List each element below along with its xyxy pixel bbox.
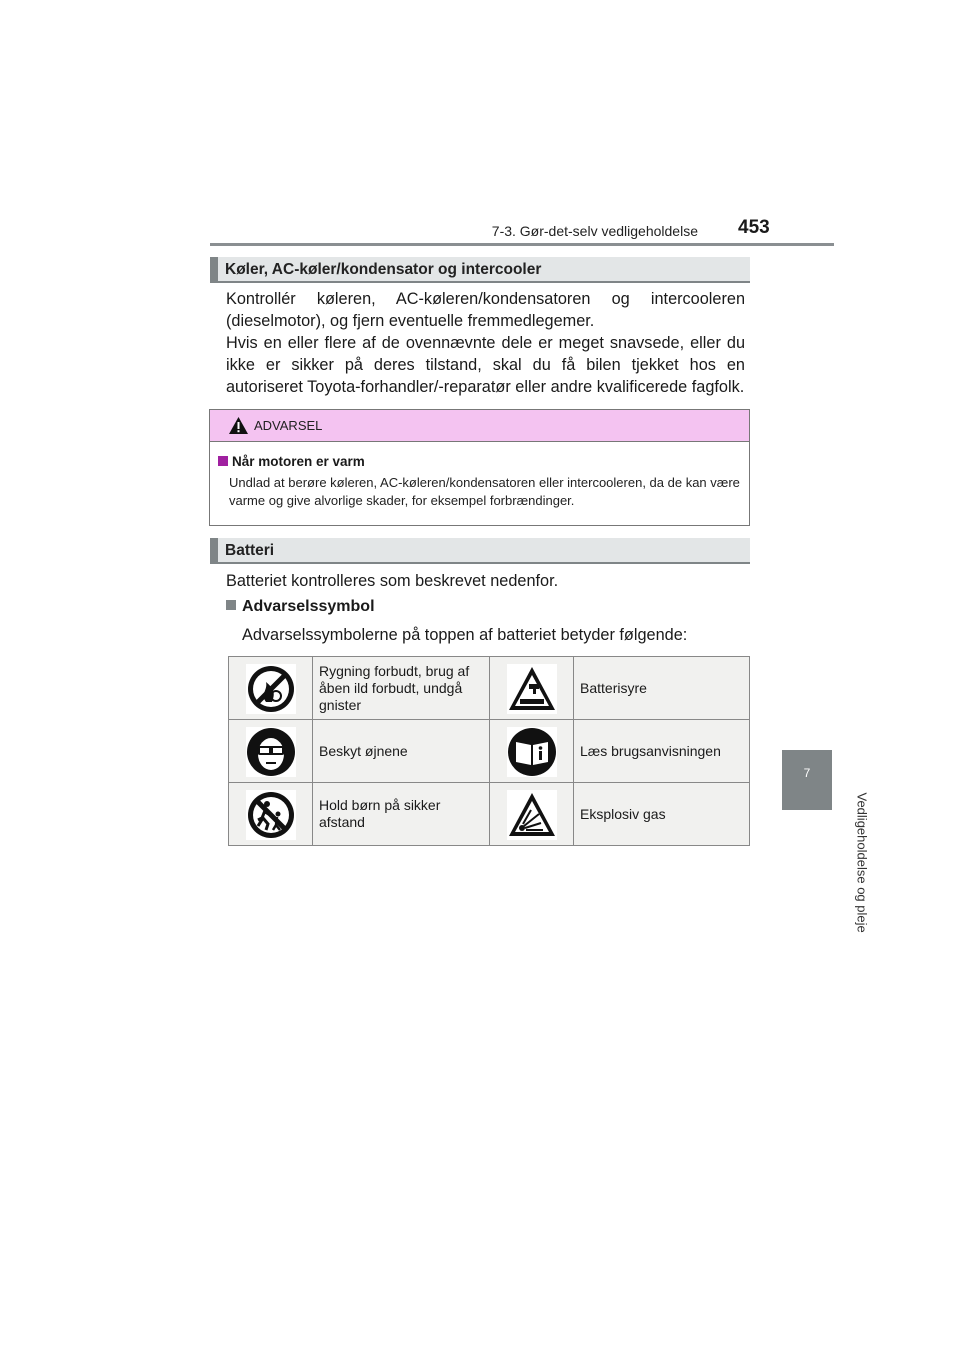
warning-triangle-icon — [228, 416, 249, 435]
warning-box — [209, 409, 750, 526]
section-heading-battery — [210, 538, 750, 564]
chapter-number: 7 — [803, 766, 811, 780]
header-section-title: 7-3. Gør-det-selv vedligeholdelse — [491, 223, 698, 239]
table-row — [229, 783, 750, 846]
table-row — [229, 657, 750, 720]
table-cell — [490, 657, 574, 720]
table-row — [229, 720, 750, 783]
page-number: 453 — [738, 217, 770, 238]
warning-header — [210, 410, 749, 442]
warning-subheading-text: Når motoren er varm — [232, 454, 365, 469]
no-smoking-icon — [246, 664, 296, 714]
header-rule — [210, 243, 834, 246]
subheading-text: Advarselssymbol — [242, 598, 375, 615]
table-cell: Hold børn på sikker afstand — [313, 783, 490, 846]
heading-marker — [210, 538, 218, 562]
chapter-tab[interactable] — [782, 750, 832, 810]
warning-subheading — [218, 454, 365, 469]
table-cell — [229, 657, 313, 720]
warning-text: Undlad at berøre køleren, AC-køleren/kondensatoren eller intercooleren, da de kan være varme og give alvorlige skader, for eksempel forbrændinger. — [229, 475, 740, 508]
warning-title: ADVARSEL — [254, 418, 323, 433]
subheading — [226, 598, 375, 616]
body-paragraph: Advarselssymbolerne på toppen af batteriet betyder følgende: — [242, 626, 688, 644]
body-paragraph: Hvis en eller flere af de ovennævnte dele er meget snavsede, eller du ikke er sikker på deres tilstand, skal du få bilen tjekket hos en autoriseret Toyota-forhandler/-reparatør eller andre kvalificerede fagfolk. — [226, 334, 745, 396]
table-cell: Læs brugsanvisningen — [574, 720, 750, 783]
table-cell — [490, 720, 574, 783]
body-paragraph: Batteriet kontrolleres som beskrevet nedenfor. — [226, 572, 559, 590]
battery-acid-icon — [507, 664, 557, 714]
keep-children-away-icon — [246, 790, 296, 840]
table-cell: Eksplosiv gas — [574, 783, 750, 846]
chapter-label: Vedligeholdelse og pleje — [854, 792, 870, 933]
read-manual-icon — [507, 727, 557, 777]
table-cell: Beskyt øjnene — [313, 720, 490, 783]
table-cell — [229, 783, 313, 846]
section-heading-text: Batteri — [225, 542, 275, 559]
body-paragraph: Kontrollér køleren, AC-køleren/kondensatoren og intercooleren (dieselmotor), og fjern eventuelle fremmedlegemer. — [226, 290, 745, 330]
section-heading-text: Køler, AC-køler/kondensator og intercooler — [225, 261, 542, 278]
warning-symbols-table — [228, 656, 750, 846]
heading-marker — [210, 257, 218, 281]
table-cell — [229, 720, 313, 783]
table-cell — [490, 783, 574, 846]
section-heading-cooler — [210, 257, 750, 283]
explosive-gas-icon — [507, 790, 557, 840]
table-cell: Rygning forbudt, brug af åben ild forbudt, undgå gnister — [313, 657, 490, 720]
eye-protection-icon — [246, 727, 296, 777]
table-cell: Batterisyre — [574, 657, 750, 720]
bullet-square-icon — [218, 456, 228, 466]
bullet-square-icon — [226, 600, 236, 610]
